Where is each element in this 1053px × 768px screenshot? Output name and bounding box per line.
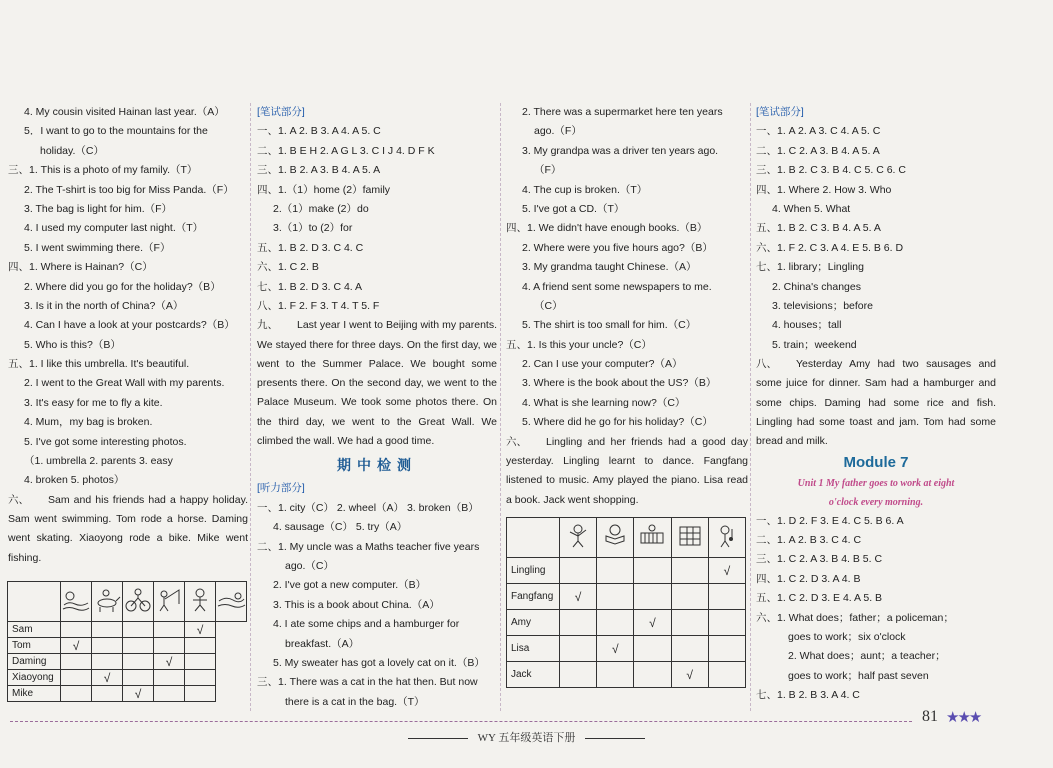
table-cell <box>185 622 216 638</box>
answer-line: 5. My sweater has got a lovely cat on it.（B） <box>273 656 485 669</box>
cycling-picture-icon <box>123 582 154 622</box>
answer-line: 5. I've got some interesting photos. <box>24 435 187 448</box>
table-cell <box>634 662 671 688</box>
shopping-picture-icon <box>671 518 708 558</box>
answer-line: 3. televisions；before <box>772 299 873 312</box>
answer-line: 三、1. B 2. C 3. B 4. C 5. C 6. C <box>756 164 906 177</box>
table-cell <box>671 610 708 636</box>
answer-line: 一、1. A 2. B 3. A 4. A 5. C <box>257 125 381 138</box>
answer-line: ago.（C） <box>285 559 335 572</box>
answer-line: 六、1. F 2. C 3. A 4. E 5. B 6. D <box>756 241 904 254</box>
table-cell <box>597 610 634 636</box>
table-cell <box>560 558 597 584</box>
answer-line: 2. I went to the Great Wall with my parents. <box>24 377 225 390</box>
table-cell <box>634 636 671 662</box>
table-cell <box>597 636 634 662</box>
row-name: Tom <box>8 638 61 654</box>
table-cell <box>708 636 745 662</box>
answer-line: 3. Is it in the north of China?（A） <box>24 299 184 312</box>
passage-text: Sam and his friends had a happy holiday. Sam went swimming. Tom rode a horse. Daming went skating. Xiaoyong rode a bike. Mike went fishing. <box>8 493 248 564</box>
answer-line: [笔试部分] <box>756 106 804 118</box>
table-row <box>8 686 247 702</box>
unit-title-cont: o'clock every morning. <box>828 496 924 508</box>
table-cell <box>597 584 634 610</box>
column-divider <box>250 103 251 711</box>
check-mark: √ <box>723 563 731 578</box>
answer-line: 4. The cup is broken.（T） <box>522 183 648 196</box>
answer-line: 5．I want to go to the mountains for the <box>24 125 208 138</box>
answer-line: 3. The bag is light for him.（F） <box>24 202 173 215</box>
table-cell <box>61 670 92 686</box>
answer-line: 三、1. B 2. A 3. B 4. A 5. A <box>257 164 381 177</box>
answer-line: 5. Who is this?（B） <box>24 338 121 351</box>
swimming-2-picture-icon <box>216 582 247 622</box>
row-name: Fangfang <box>507 584 560 610</box>
answer-line: goes to work；six o'clock <box>788 630 906 643</box>
table-row <box>8 638 247 654</box>
answer-line: 4. I used my computer last night.（T） <box>24 222 204 235</box>
answer-line: 六、1. What does；father；a policeman； <box>756 611 954 624</box>
answer-line: 二、1. B E H 2. A G L 3. C I J 4. D F K <box>257 144 435 157</box>
table-cell <box>92 670 123 686</box>
check-mark: √ <box>165 654 173 669</box>
answer-line: 4. What is she learning now?（C） <box>522 396 686 409</box>
passage <box>756 355 996 451</box>
row-name: Sam <box>8 622 61 638</box>
answer-line: breakfast.（A） <box>285 637 360 650</box>
answer-line: 3. My grandma taught Chinese.（A） <box>522 261 697 274</box>
answer-line: 4. Mum，my bag is broken. <box>24 416 153 429</box>
table-cell <box>123 622 154 638</box>
answer-line: goes to work；half past seven <box>788 669 929 682</box>
check-mark: √ <box>134 686 142 701</box>
piano-picture-icon <box>634 518 671 558</box>
table-corner <box>507 518 560 558</box>
answer-line: 3. My grandpa was a driver ten years ago. <box>522 144 719 157</box>
row-name: Daming <box>8 654 61 670</box>
passage <box>506 433 748 510</box>
unit-title: Unit 1 My father goes to work at eight <box>797 477 955 489</box>
answer-line: 一、1. A 2. A 3. C 4. A 5. C <box>756 125 881 138</box>
answer-line: 三、1. There was a cat in the hat then. But now <box>257 676 478 689</box>
table-cell <box>634 610 671 636</box>
music-picture-icon <box>708 518 745 558</box>
answer-line: 4. A friend sent some newspapers to me. <box>522 280 712 293</box>
table-cell <box>61 638 92 654</box>
answer-line: 4. houses；tall <box>772 319 842 332</box>
column-1 <box>8 103 248 568</box>
column-4 <box>756 103 996 705</box>
table-cell <box>154 670 185 686</box>
answer-line: 七、1. B 2. D 3. C 4. A <box>257 280 363 293</box>
table-row <box>507 558 746 584</box>
column-2 <box>257 103 497 712</box>
table-row <box>507 662 746 688</box>
table-cell <box>154 622 185 638</box>
passage-text: Yesterday Amy had two sausages and some juice for dinner. Sam had a hamburger and some chips. Daming had some rice and fish. Lingling had some toast and jam. Tom had some bread and milk. <box>756 358 996 448</box>
passage-text: Last year I went to Beijing with my parents. We stayed there for three days. On the first day, we went to the Summer Palace. We bought some presents there. On the second day, we went to the Palace Museum. We took some photos there. On the third day, we went to the Great Wall. We climbed the wall. We had a good time. <box>257 319 497 448</box>
fishing-picture-icon <box>154 582 185 622</box>
answer-line: 五、1. B 2. D 3. C 4. C <box>257 241 364 254</box>
answer-line: 2. What does；aunt；a teacher； <box>788 650 946 663</box>
page-number: 81 <box>922 708 938 725</box>
horse-riding-picture-icon <box>92 582 123 622</box>
column-divider <box>750 103 751 711</box>
row-name: Jack <box>507 662 560 688</box>
passage-text: Lingling and her friends had a good day yesterday. Lingling learnt to dance. Fangfang listened to music. Amy played the piano. Lisa read a book. Jack went shopping. <box>506 435 748 506</box>
table-cell <box>560 662 597 688</box>
table-cell <box>154 638 185 654</box>
table-cell <box>123 670 154 686</box>
table-cell <box>92 638 123 654</box>
answer-line: （1. umbrella 2. parents 3. easy <box>24 455 173 468</box>
answer-line: 2. There was a supermarket here ten years <box>522 106 723 118</box>
passage-label: 六、 <box>8 493 29 506</box>
table-cell <box>708 558 745 584</box>
passage-label: 六、 <box>506 435 527 448</box>
answer-line: 3. Where is the book about the US?（B） <box>522 377 717 390</box>
answer-line: 四、1.（1）home (2）family <box>257 183 391 196</box>
table-row <box>507 584 746 610</box>
answer-line: 2. The T-shirt is too big for Miss Panda.（F） <box>24 183 234 196</box>
footer <box>0 729 1053 745</box>
table-cell <box>560 636 597 662</box>
passage <box>8 491 248 568</box>
module-title: Module 7 <box>843 453 909 471</box>
answer-line: 五、1. I like this umbrella. It's beautiful. <box>8 358 190 371</box>
answer-line: [听力部分] <box>257 482 305 495</box>
answer-line: 5. The shirt is too small for him.（C） <box>522 319 697 332</box>
activity-table-1 <box>7 581 247 702</box>
table-cell <box>123 654 154 670</box>
check-mark: √ <box>686 667 693 682</box>
answer-line: 2.（1）make (2）do <box>273 202 369 215</box>
answer-line: 4. My cousin visited Hainan last year.（A） <box>24 106 225 118</box>
answer-line: 四、1. Where is Hainan?（C） <box>8 261 153 274</box>
table-cell <box>708 662 745 688</box>
answer-line: 2. Where did you go for the holiday?（B） <box>24 280 221 293</box>
answer-line: 四、1. C 2. D 3. A 4. B <box>756 572 861 585</box>
passage <box>257 316 497 451</box>
answer-line: 四、1. Where 2. How 3. Who <box>756 183 892 196</box>
table-row <box>8 670 247 686</box>
table-cell <box>61 622 92 638</box>
answer-line: there is a cat in the bag.（T） <box>285 695 425 708</box>
answer-line: 2. China's changes <box>772 280 861 293</box>
check-mark: √ <box>103 670 111 685</box>
table-cell <box>123 638 154 654</box>
table-cell <box>92 622 123 638</box>
table-cell <box>154 686 185 702</box>
table-cell <box>61 686 92 702</box>
table-cell <box>154 654 185 670</box>
dancing-picture-icon <box>560 518 597 558</box>
midterm-title: 期中检测 <box>337 457 417 474</box>
reading-picture-icon <box>597 518 634 558</box>
answer-line: 3. This is a book about China.（A） <box>273 598 440 611</box>
answer-line: 2. I've got a new computer.（B） <box>273 579 427 592</box>
check-mark: √ <box>574 589 582 604</box>
answer-line: 五、1. B 2. C 3. B 4. A 5. A <box>756 222 881 235</box>
table-cell <box>597 662 634 688</box>
answer-line: 二、1. My uncle was a Maths teacher five years <box>257 540 480 553</box>
answer-line: 4. Can I have a look at your postcards?（B） <box>24 319 235 332</box>
table-row <box>8 654 247 670</box>
row-name: Lingling <box>507 558 560 584</box>
passage-label: 八、 <box>756 358 777 371</box>
answer-line: 七、1. library；Lingling <box>756 261 864 274</box>
activity-table-2 <box>506 517 746 688</box>
table-cell <box>61 654 92 670</box>
table-corner <box>8 582 61 622</box>
answer-line: 二、1. C 2. A 3. B 4. A 5. A <box>756 144 880 157</box>
answer-line: 八、1. F 2. F 3. T 4. T 5. F <box>257 299 380 312</box>
row-name: Lisa <box>507 636 560 662</box>
answer-line: 5. I went swimming there.（F） <box>24 241 171 254</box>
answer-line: 五、1. C 2. D 3. E 4. A 5. B <box>756 592 883 605</box>
answer-line: （C） <box>534 299 563 312</box>
answer-line: 2. Where were you five hours ago?（B） <box>522 241 713 254</box>
swimming-picture-icon <box>61 582 92 622</box>
table-cell <box>185 654 216 670</box>
table-cell <box>560 610 597 636</box>
answer-line: ago.（F） <box>534 125 582 138</box>
table-cell <box>634 558 671 584</box>
table-cell <box>123 686 154 702</box>
table-cell <box>671 584 708 610</box>
table-cell <box>597 558 634 584</box>
check-mark: √ <box>649 615 656 630</box>
table-cell <box>92 654 123 670</box>
answer-line: 5. Where did he go for his holiday?（C） <box>522 416 713 429</box>
answer-line: 六、1. C 2. B <box>257 261 319 274</box>
row-name: Xiaoyong <box>8 670 61 686</box>
answer-line: 5. I've got a CD.（T） <box>522 202 625 215</box>
answer-line: 2. Can I use your computer?（A） <box>522 358 683 371</box>
table-cell <box>560 584 597 610</box>
answer-line: 4. broken 5. photos） <box>24 474 125 487</box>
answer-line: 四、1. We didn't have enough books.（B） <box>506 222 708 235</box>
table-row <box>507 636 746 662</box>
passage-label: 九、 <box>257 319 278 332</box>
answer-line: 五、1. Is this your uncle?（C） <box>506 338 652 351</box>
answer-line: 3. It's easy for me to fly a kite. <box>24 396 163 409</box>
table-cell <box>185 638 216 654</box>
row-name: Amy <box>507 610 560 636</box>
check-mark: √ <box>72 638 80 653</box>
column-3 <box>506 103 748 510</box>
answer-line: 4. I ate some chips and a hamburger for <box>273 618 460 631</box>
answer-line: 一、1. city（C） 2. wheel（A） 3. broken（B） <box>257 501 479 514</box>
table-cell <box>671 662 708 688</box>
answer-line: 三、1. C 2. A 3. B 4. B 5. C <box>756 553 883 566</box>
book-title: WY 五年级英语下册 <box>477 732 576 744</box>
table-cell <box>671 636 708 662</box>
column-divider <box>500 103 501 711</box>
difficulty-stars: ★★★ <box>946 709 981 726</box>
answer-line: 3.（1）to (2）for <box>273 222 353 235</box>
table-row <box>8 622 247 638</box>
answer-line: 二、1. A 2. B 3. C 4. C <box>756 533 862 546</box>
answer-line: 三、1. This is a photo of my family.（T） <box>8 164 198 177</box>
answer-line: 一、1. D 2. F 3. E 4. C 5. B 6. A <box>756 514 904 527</box>
answer-line: （F） <box>534 164 562 177</box>
answer-line: 4. sausage（C） 5. try（A） <box>273 521 408 534</box>
answer-line: holiday.（C） <box>40 144 104 157</box>
table-row <box>507 610 746 636</box>
table-cell <box>185 686 216 702</box>
table-cell <box>92 686 123 702</box>
answer-line: 4. When 5. What <box>772 202 851 215</box>
answer-line: 5. train；weekend <box>772 338 857 351</box>
table-cell <box>185 670 216 686</box>
skating-picture-icon <box>185 582 216 622</box>
table-cell <box>671 558 708 584</box>
check-mark: √ <box>196 622 204 637</box>
footer-divider <box>10 721 912 722</box>
table-cell <box>708 584 745 610</box>
answer-line: 七、1. B 2. B 3. A 4. C <box>756 689 860 702</box>
check-mark: √ <box>611 641 619 656</box>
table-cell <box>708 610 745 636</box>
answer-line: [笔试部分] <box>257 106 305 118</box>
row-name: Mike <box>8 686 61 702</box>
table-cell <box>634 584 671 610</box>
